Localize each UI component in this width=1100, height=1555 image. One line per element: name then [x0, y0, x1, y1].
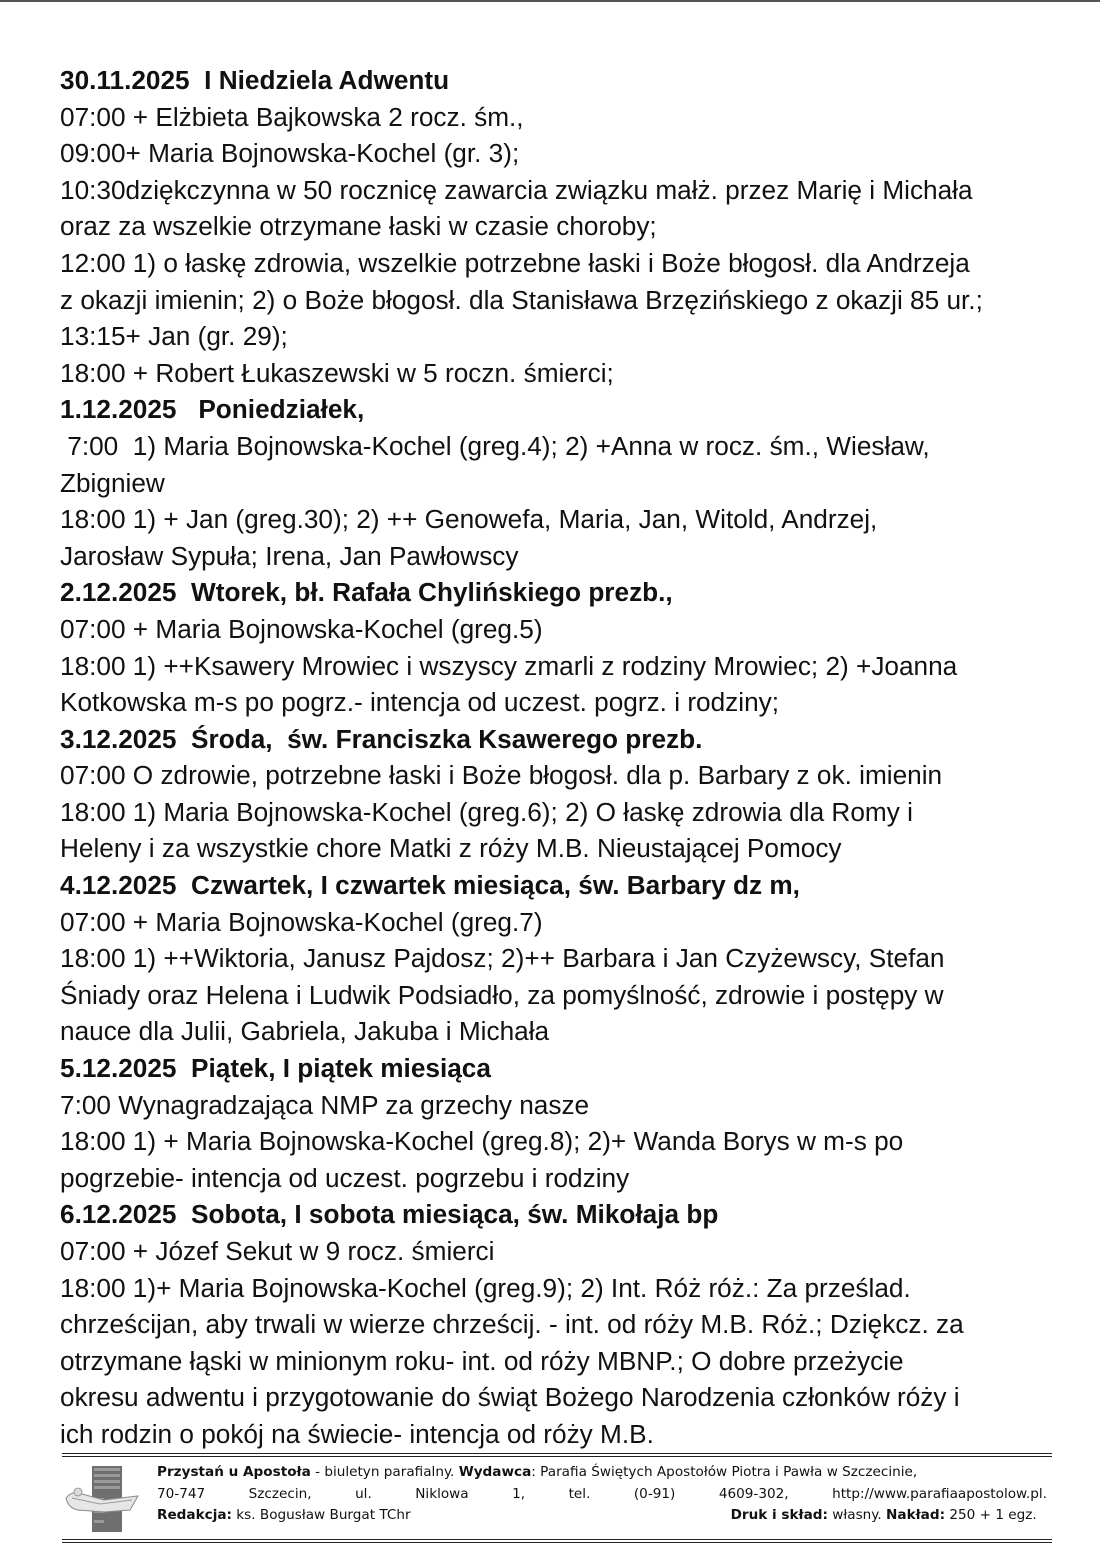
footer-bottom-rule [62, 1539, 1052, 1543]
intention-line: 10:30dziękczynna w 50 rocznicę zawarcia związku małż. przez Marię i Michała [60, 174, 973, 205]
intention-line: 18:00 + Robert Łukaszewski w 5 roczn. śmierci; [60, 357, 614, 388]
intention-line: 7:00 1) Maria Bojnowska-Kochel (greg.4); 2) +Anna w rocz. śm., Wiesław, [60, 430, 930, 461]
intention-line: 18:00 1) + Maria Bojnowska-Kochel (greg.8); 2)+ Wanda Borys w m-s po [60, 1126, 904, 1157]
address-part: tel. [568, 1485, 591, 1502]
day-heading: 6.12.2025 Sobota, I sobota miesiąca, św. Mikołaja bp [60, 1199, 719, 1230]
intention-line: 07:00 + Józef Sekut w 9 rocz. śmierci [60, 1236, 495, 1266]
address-part: (0-91) [633, 1485, 676, 1502]
colophon-line-3 [157, 1505, 1047, 1527]
circulation-value: 250 + 1 egz. [945, 1507, 1037, 1523]
intention-line: otrzymane łąski w minionym roku- int. od róży MBNP.; O dobre przeżycie [60, 1345, 904, 1376]
intention-line: Heleny i za wszystkie chore Matki z róży M.B. Nieustającej Pomocy [60, 833, 842, 864]
intention-line: 7:00 Wynagradzająca NMP za grzechy nasze [60, 1089, 590, 1120]
address-part: ul. [355, 1485, 372, 1502]
intention-line: 13:15+ Jan (gr. 29); [60, 321, 288, 352]
circulation-label: Nakład: [886, 1507, 946, 1523]
footer-top-rule [62, 1453, 1052, 1457]
intention-line: 07:00 O zdrowie, potrzebne łaski i Boże błogosł. dla p. Barbary z ok. imienin [60, 760, 943, 791]
editor-label: Redakcja: [157, 1507, 232, 1523]
day-heading: 5.12.2025 Piątek, I piątek miesiąca [60, 1053, 491, 1084]
top-border [0, 0, 1100, 2]
intention-line: nauce dla Julii, Gabriela, Jakuba i Michała [60, 1016, 550, 1047]
intention-line: chrześcijan, aby trwali w wierze chrześcij. - int. od róży M.B. Róż.; Dziękcz. za [60, 1309, 964, 1340]
spacer [411, 1505, 731, 1527]
address-part: 70-747 [157, 1485, 206, 1502]
intention-line: oraz za wszelkie otrzymane łaski w czasie choroby; [60, 211, 657, 242]
publisher-label: Wydawca [458, 1464, 532, 1480]
intention-line: Kotkowska m-s po pogrz.- intencja od uczest. pogrz. i rodziny; [60, 687, 780, 718]
colophon-address-line [157, 1484, 1047, 1506]
address-part: Niklowa [415, 1485, 469, 1502]
print-value: własny. [827, 1507, 887, 1523]
intention-line: pogrzebie- intencja od uczest. pogrzebu i rodziny [60, 1162, 630, 1193]
intention-line: 18:00 1) ++Ksawery Mrowiec i wszyscy zmarli z rodziny Mrowiec; 2) +Joanna [60, 650, 958, 681]
intention-line: ich rodzin o pokój na świecie- intencja od róży M.B. [60, 1418, 654, 1449]
day-heading: 4.12.2025 Czwartek, I czwartek miesiąca, św. Barbary dz m, [60, 870, 800, 901]
intention-line: okresu adwentu i przygotowanie do świąt Bożego Narodzenia członków róży i [60, 1382, 960, 1413]
colophon-line-1 [157, 1462, 1047, 1484]
bulletin-description: - biuletyn parafialny. [310, 1464, 459, 1480]
address-part: Szczecin, [248, 1485, 312, 1502]
address-part: 1, [512, 1485, 526, 1502]
intention-line: Zbigniew [60, 467, 165, 498]
day-heading: 1.12.2025 Poniedziałek, [60, 394, 365, 425]
intention-line: 07:00 + Maria Bojnowska-Kochel (greg.7) [60, 906, 543, 937]
intention-line: 18:00 1) Maria Bojnowska-Kochel (greg.6); 2) O łaskę zdrowia dla Romy i [60, 796, 913, 827]
intention-line: Śniady oraz Helena i Ludwik Podsiadło, za pomyślność, zdrowie i postępy w [60, 979, 944, 1010]
intention-line: 18:00 1) + Jan (greg.30); 2) ++ Genowefa, Maria, Jan, Witold, Andrzej, [60, 504, 878, 535]
intention-line: z okazji imienin; 2) o Boże błogosł. dla Stanisława Brzęzińskiego z okazji 85 ur.; [60, 284, 983, 315]
intention-line: Jarosław Sypuła; Irena, Jan Pawłowscy [60, 540, 519, 571]
intention-line: 07:00 + Maria Bojnowska-Kochel (greg.5) [60, 613, 543, 644]
bulletin-footer [62, 1452, 1052, 1546]
day-heading: 30.11.2025 I Niedziela Adwentu [60, 65, 450, 95]
intention-line: 18:00 1) ++Wiktoria, Janusz Pajdosz; 2)++ Barbara i Jan Czyżewscy, Stefan [60, 943, 945, 974]
intention-line: 09:00+ Maria Bojnowska-Kochel (gr. 3); [60, 138, 520, 169]
bulletin-name: Przystań u Apostoła [157, 1464, 311, 1480]
intention-line: 12:00 1) o łaskę zdrowia, wszelkie potrzebne łaski i Boże błogosł. dla Andrzeja [60, 247, 970, 278]
mass-intentions-schedule [60, 62, 1080, 1453]
intention-line: 07:00 + Elżbieta Bajkowska 2 rocz. śm., [60, 101, 524, 132]
bulletin-colophon [157, 1462, 1047, 1527]
publisher-value: : Parafia Świętych Apostołów Piotra i Pawła w Szczecinie, [531, 1464, 918, 1480]
address-part: 4609-302, [718, 1485, 789, 1502]
website-link[interactable]: http://www.parafiaapostolow.pl. [832, 1485, 1047, 1502]
day-heading: 3.12.2025 Środa, św. Franciszka Ksawerego prezb. [60, 723, 703, 754]
parish-cross-logo-icon [64, 1464, 142, 1534]
intention-line: 18:00 1)+ Maria Bojnowska-Kochel (greg.9); 2) Int. Róż róż.: Za prześlad. [60, 1272, 911, 1303]
editor-value: ks. Bogusław Burgat TChr [231, 1507, 411, 1523]
print-label: Druk i skład: [730, 1507, 828, 1523]
day-heading: 2.12.2025 Wtorek, bł. Rafała Chylińskiego prezb., [60, 577, 673, 608]
